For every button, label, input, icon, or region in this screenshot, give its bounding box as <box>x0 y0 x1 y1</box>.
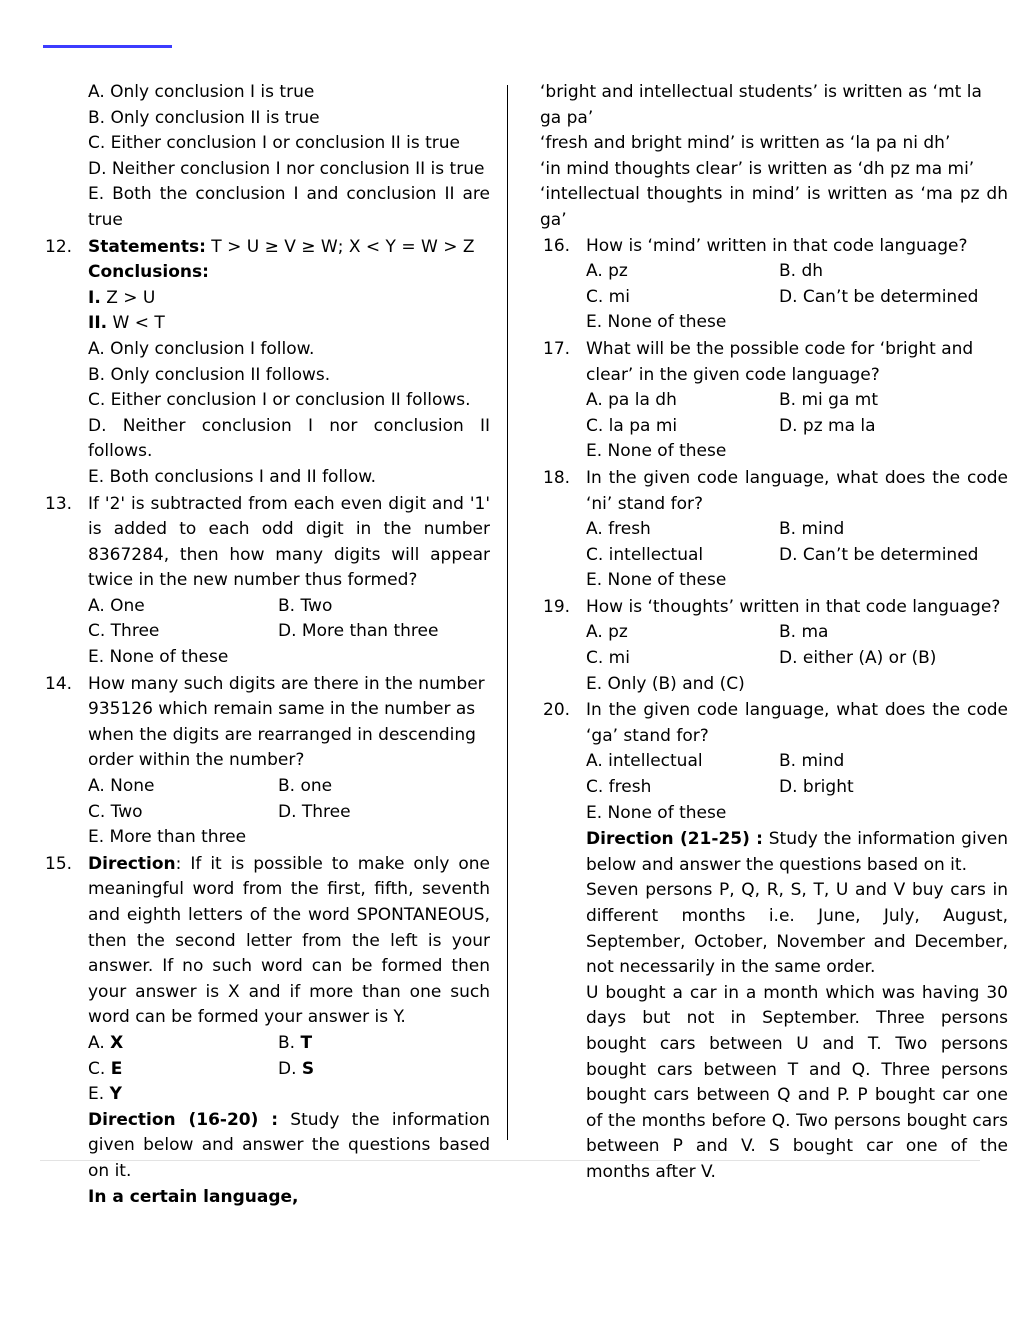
option-item[interactable]: B. Only conclusion II is true <box>88 107 320 128</box>
option-item[interactable]: A. pz <box>586 622 628 643</box>
option-item[interactable]: B. mind <box>779 519 845 540</box>
code-language-statements <box>540 80 1008 234</box>
direction-21-25 <box>586 827 1008 878</box>
option-item[interactable] <box>88 1031 278 1057</box>
option-prefix: B. <box>278 1032 301 1053</box>
option-prefix: C. <box>88 1058 111 1079</box>
conclusion-1-text: Z > U <box>100 287 156 308</box>
option-value: X <box>110 1032 124 1053</box>
option-row <box>586 439 1008 465</box>
option-item[interactable]: C. intellectual <box>586 544 704 565</box>
option-row <box>586 672 1008 698</box>
option-item[interactable]: E. Both conclusions I and II follow. <box>88 466 377 487</box>
direction-21-25-text: Study the information given below and answer the questions based on it. <box>586 829 1008 875</box>
option-row <box>586 801 1008 827</box>
direction-21-25-label: Direction (21-25) : <box>586 829 763 850</box>
conclusion-1-label: I. <box>88 287 101 308</box>
statements-text: T > U ≥ V ≥ W; X < Y = W > Z <box>205 236 475 257</box>
code-statement: ‘bright and intellectual students’ is written as ‘mt la ga pa’ <box>540 82 982 128</box>
question-19-number: 19. <box>543 596 571 617</box>
option-item[interactable]: C. fresh <box>586 777 652 798</box>
option-row <box>586 568 1008 594</box>
option-item[interactable]: A. pa la dh <box>586 390 677 411</box>
question-20 <box>540 698 1008 826</box>
question-12-number: 12. <box>45 236 73 257</box>
question-16-number: 16. <box>543 235 571 256</box>
option-prefix: E. <box>88 1084 110 1105</box>
question-15-number: 15. <box>45 853 73 874</box>
question-20-text: In the given code language, what does the code ‘ga’ stand for? <box>586 700 1008 746</box>
direction-16-20 <box>88 1108 490 1185</box>
statements-label: Statements: <box>88 236 206 257</box>
question-18-text: In the given code language, what does the code ‘ni’ stand for? <box>586 467 1008 514</box>
option-row <box>586 259 1008 285</box>
question-20-options <box>586 749 1008 826</box>
option-item[interactable]: C. Two <box>88 801 143 822</box>
question-12 <box>42 235 490 491</box>
code-statement: ‘in mind thoughts clear’ is written as ‘dh pz ma mi’ <box>540 158 975 179</box>
question-17-options <box>586 388 1008 465</box>
conclusion-2-label: II. <box>88 313 108 334</box>
option-row <box>586 620 1008 646</box>
option-item[interactable]: B. Only conclusion II follows. <box>88 364 331 385</box>
option-row <box>586 543 1008 569</box>
question-18-number: 18. <box>543 467 571 488</box>
question-15 <box>42 852 490 1210</box>
column-divider-line <box>507 85 508 1140</box>
question-13 <box>42 492 490 671</box>
option-row <box>586 775 1008 801</box>
header-blue-link[interactable] <box>43 31 172 48</box>
option-item[interactable]: B. mi ga mt <box>779 390 878 411</box>
option-item[interactable]: D. Can’t be determined <box>779 286 979 307</box>
option-item[interactable]: D. More than three <box>278 621 439 642</box>
question-13-options <box>88 594 490 671</box>
option-value: Y <box>109 1084 122 1105</box>
question-12-conclusion-1 <box>88 286 490 312</box>
option-item[interactable]: A. One <box>88 595 145 616</box>
question-14-text: How many such digits are there in the number 935126 which remain same in the number as when the digits are rearranged in descending order within the number? <box>88 673 485 771</box>
option-item[interactable]: D. Can’t be determined <box>779 544 979 565</box>
question-16-options <box>586 259 1008 336</box>
question-16 <box>540 234 1008 336</box>
question-19-options <box>586 620 1008 697</box>
option-item[interactable]: A. pz <box>586 261 628 282</box>
option-item[interactable]: E. None of these <box>586 312 727 333</box>
question-18 <box>540 466 1008 594</box>
direction-label: Direction <box>88 853 176 874</box>
option-row <box>88 645 490 671</box>
question-15-direction <box>88 852 490 1031</box>
option-item[interactable]: B. Two <box>278 595 333 616</box>
right-column <box>514 80 1020 1187</box>
option-item[interactable]: D. Neither conclusion I nor conclusion II follows. <box>88 415 490 462</box>
option-item[interactable] <box>88 1057 278 1083</box>
option-item[interactable] <box>278 1057 490 1083</box>
conclusion-2-text: W < T <box>107 313 165 334</box>
option-item[interactable]: E. None of these <box>88 647 229 668</box>
question-14 <box>42 672 490 851</box>
question-11-options-row <box>42 80 490 234</box>
question-11-options <box>88 80 490 234</box>
option-value: S <box>301 1058 315 1079</box>
page-bottom-rule <box>40 1160 980 1161</box>
option-item[interactable]: E. None of these <box>586 441 727 462</box>
option-row <box>88 1031 490 1057</box>
option-item[interactable]: C. Either conclusion I or conclusion II is true <box>88 133 460 154</box>
option-row <box>586 388 1008 414</box>
option-item[interactable] <box>88 1082 122 1108</box>
option-item[interactable]: E. Both the conclusion I and conclusion II are true <box>88 184 490 230</box>
option-prefix: A. <box>88 1032 111 1053</box>
option-item[interactable]: B. dh <box>779 261 824 282</box>
in-a-certain-language-heading: In a certain language, <box>88 1186 299 1207</box>
question-13-number: 13. <box>45 493 73 514</box>
direction-21-25-passage-1: Seven persons P, Q, R, S, T, U and V buy cars in different months i.e. June, July, August, September, October, November and December, not necessarily in the same order. <box>586 880 1008 978</box>
question-19-text: How is ‘thoughts’ written in that code language? <box>586 596 1001 617</box>
question-12-conclusions-label <box>88 260 490 286</box>
option-item[interactable]: D. either (A) or (B) <box>779 648 937 669</box>
question-17-text: What will be the possible code for ‘bright and clear’ in the given code language? <box>586 338 974 385</box>
option-value: E <box>110 1058 123 1079</box>
option-value: T <box>300 1032 313 1053</box>
question-19 <box>540 595 1008 697</box>
two-column-body <box>0 80 1020 1211</box>
option-row <box>88 774 490 800</box>
option-item[interactable]: C. la pa mi <box>586 415 678 436</box>
option-item[interactable]: D. Three <box>278 801 351 822</box>
column-divider <box>500 80 514 1211</box>
option-item[interactable]: C. Either conclusion I or conclusion II follows. <box>88 390 471 411</box>
question-20-number: 20. <box>543 700 571 721</box>
option-row <box>586 285 1008 311</box>
option-row <box>88 1082 490 1108</box>
option-row <box>88 800 490 826</box>
option-item[interactable]: A. intellectual <box>586 751 703 772</box>
direction-16-20-label: Direction (16-20) : <box>88 1109 278 1130</box>
conclusions-label: Conclusions: <box>88 262 209 283</box>
option-item[interactable]: B. mind <box>779 751 845 772</box>
left-column <box>0 80 500 1211</box>
option-row <box>88 594 490 620</box>
question-15-options <box>88 1031 490 1108</box>
option-item[interactable]: B. ma <box>779 622 829 643</box>
question-13-text: If '2' is subtracted from each even digit and '1' is added to each odd digit in the number 8367284, then how many digits will appear twice in the new number thus formed? <box>88 493 490 591</box>
question-12-statements <box>88 235 490 261</box>
option-item[interactable]: A. Only conclusion I follow. <box>88 338 315 359</box>
option-item[interactable]: D. pz ma la <box>779 415 876 436</box>
option-item[interactable]: E. Only (B) and (C) <box>586 673 745 694</box>
option-item[interactable]: C. mi <box>586 286 630 307</box>
direction-text: : If it is possible to make only one meaningful word from the first, fifth, seventh and eighth letters of the word SPONTANEOUS, then the second letter from the left is your answer. If no such word can be formed then your answer is X and if more than one such word can be formed your answer is Y. <box>88 853 490 1028</box>
question-12-conclusion-2 <box>88 311 490 337</box>
direction-21-25-block <box>540 827 1008 1185</box>
question-17-number: 17. <box>543 338 571 359</box>
option-row <box>88 1057 490 1083</box>
option-prefix: D. <box>278 1058 302 1079</box>
question-17 <box>540 337 1008 465</box>
direction-21-25-passage-2: U bought a car in a month which was having 30 days but not in September. Three persons bought cars between U and T. Two persons bought cars between T and Q. Three persons bought cars between Q and P. P bought car one of the months before Q. Two persons bought cars between P and V. S bought car one of the months after V. <box>586 982 1008 1182</box>
option-row <box>88 619 490 645</box>
direction-16-20-text: Study the information given below and answer the questions based on it. <box>88 1109 490 1181</box>
option-item[interactable]: A. Only conclusion I is true <box>88 82 315 102</box>
option-item[interactable]: A. None <box>88 776 155 797</box>
option-item[interactable]: D. Neither conclusion I nor conclusion II is true <box>88 158 485 179</box>
option-item[interactable]: B. one <box>278 776 333 797</box>
option-row <box>586 749 1008 775</box>
option-row <box>586 414 1008 440</box>
question-18-options <box>586 517 1008 594</box>
option-item[interactable]: E. None of these <box>586 570 727 591</box>
option-item[interactable]: D. bright <box>779 777 854 798</box>
code-statement: ‘intellectual thoughts in mind’ is written as ‘ma pz dh ga’ <box>540 184 1008 230</box>
option-item[interactable]: C. mi <box>586 648 630 669</box>
question-16-text: How is ‘mind’ written in that code language? <box>586 235 968 256</box>
option-row <box>88 825 490 851</box>
option-row <box>586 310 1008 336</box>
option-item[interactable] <box>278 1031 490 1057</box>
option-row <box>586 646 1008 672</box>
code-statement: ‘fresh and bright mind’ is written as ‘la pa ni dh’ <box>540 133 951 154</box>
option-item[interactable]: E. More than three <box>88 827 247 848</box>
option-row <box>586 517 1008 543</box>
option-item[interactable]: A. fresh <box>586 519 651 540</box>
option-item[interactable]: E. None of these <box>586 802 727 823</box>
question-14-options <box>88 774 490 851</box>
question-14-number: 14. <box>45 673 73 694</box>
option-item[interactable]: C. Three <box>88 621 160 642</box>
